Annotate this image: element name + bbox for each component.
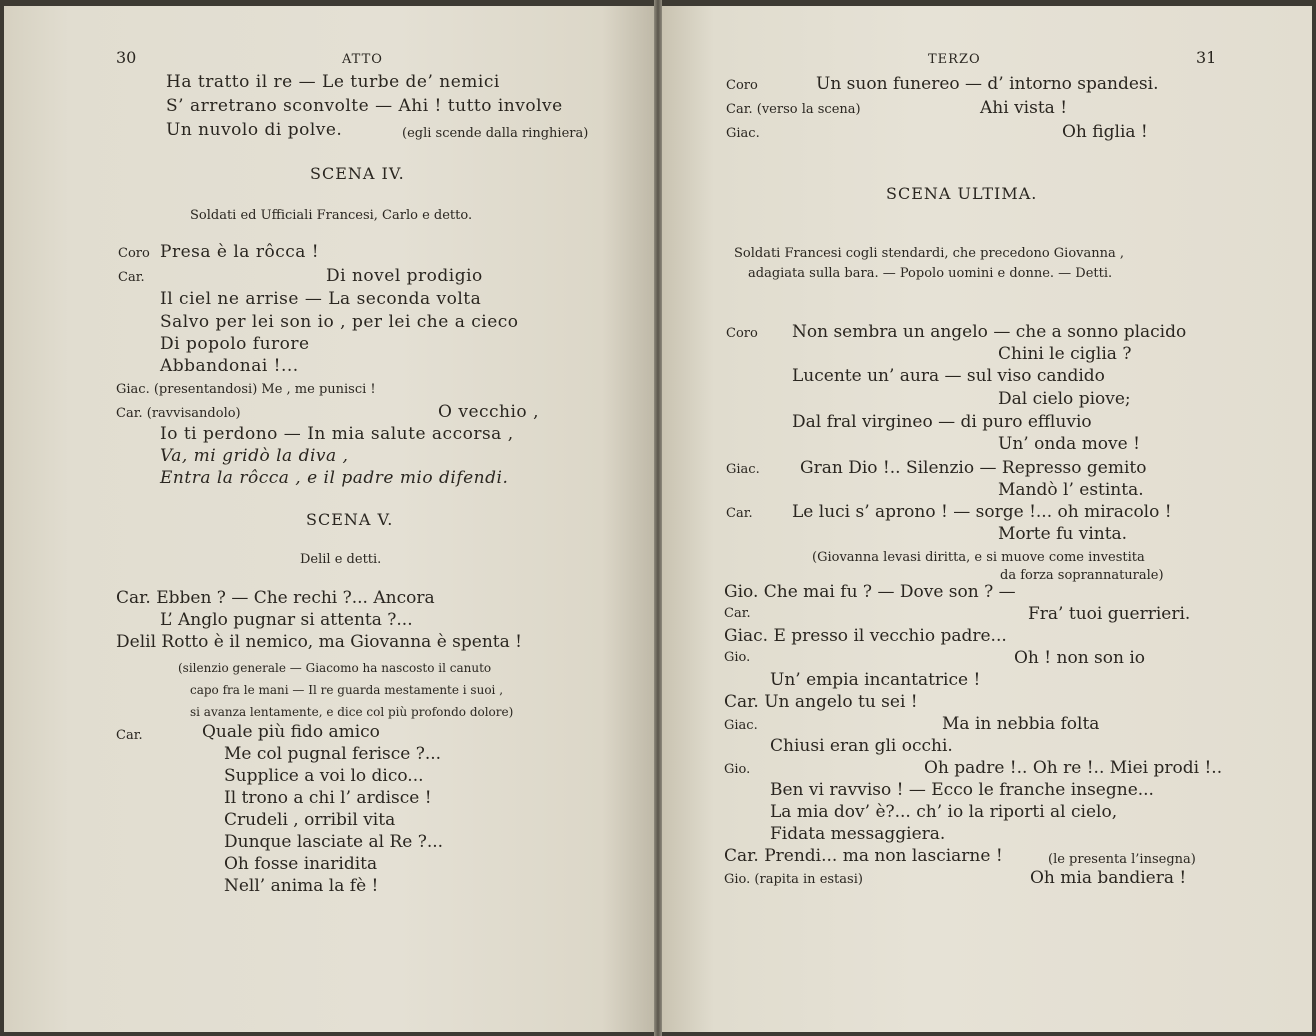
verse-line: Giac. (presentandosi) Me , me punisci ! (116, 382, 376, 397)
verse-line: Supplice a voi lo dico... (224, 766, 424, 786)
verse-line: Me col pugnal ferisce ?... (224, 744, 442, 764)
verse-line: Dal fral virgineo — di puro effluvio (792, 412, 1092, 432)
stage-direction: capo fra le mani — Il re guarda mestamente i suoi , (190, 683, 504, 697)
verse-line: Delil Rotto è il nemico, ma Giovanna è spenta ! (116, 632, 522, 652)
speaker-label: Coro (726, 326, 758, 341)
verse-line: Di popolo furore (160, 334, 310, 354)
verse-line: Ahi vista ! (980, 98, 1068, 118)
speaker-label: Giac. (726, 126, 760, 141)
stage-direction: da forza soprannaturale) (1000, 568, 1164, 583)
verse-line: Gio. Che mai fu ? — Dove son ? — (724, 582, 1016, 602)
speaker-label: Car. (724, 606, 751, 621)
stage-direction: (egli scende dalla ringhiera) (402, 126, 589, 141)
verse-line: Abbandonai !... (160, 356, 299, 376)
cast-list: Soldati Francesi cogli stendardi, che precedono Giovanna , (734, 246, 1125, 261)
verse-line: La mia dov’ è?... ch’ io la riporti al cielo, (770, 802, 1118, 822)
speaker-label: Giac. (724, 718, 758, 733)
scene-heading: SCENA IV. (310, 164, 405, 183)
speaker-label: Car. (116, 728, 143, 743)
verse-line: Car. Ebben ? — Che rechi ?... Ancora (116, 588, 435, 608)
verse-line: Mandò l’ estinta. (998, 480, 1144, 500)
right-page (662, 6, 1312, 1032)
speaker-label: Car. (118, 270, 145, 285)
verse-line: Ma in nebbia folta (942, 714, 1100, 734)
verse-line: Quale più fido amico (202, 722, 380, 742)
verse-line: Presa è la rôcca ! (160, 242, 320, 262)
speaker-label: Gio. (724, 650, 751, 665)
speaker-label: Car. (726, 506, 753, 521)
verse-line: Fidata messaggiera. (770, 824, 946, 844)
speaker-label: Gio. (724, 762, 751, 777)
page-number: 30 (116, 48, 137, 67)
verse-line: O vecchio , (438, 402, 539, 422)
speaker-label: Gio. (rapita in estasi) (724, 872, 863, 887)
verse-line: Dal cielo piove; (998, 389, 1131, 409)
cast-list: Delil e detti. (300, 552, 382, 567)
speaker-label: Giac. (726, 462, 760, 477)
verse-line: Oh mia bandiera ! (1030, 868, 1187, 888)
stage-direction: si avanza lentamente, e dice col più profondo dolore) (190, 705, 514, 719)
verse-line: Un suon funereo — d’ intorno spandesi. (816, 74, 1159, 94)
verse-line: Ha tratto il re — Le turbe de’ nemici (166, 72, 500, 92)
verse-line: Giac. E presso il vecchio padre... (724, 626, 1007, 646)
verse-line: Car. Prendi... ma non lasciarne ! (724, 846, 1003, 866)
stage-direction: (le presenta l’insegna) (1048, 852, 1196, 867)
verse-line: Crudeli , orribil vita (224, 810, 396, 830)
verse-line: Entra la rôcca , e il padre mio difendi. (160, 468, 509, 488)
verse-line: Lucente un’ aura — sul viso candido (792, 366, 1105, 386)
scene-heading: SCENA ULTIMA. (886, 184, 1038, 203)
verse-line: Chini le ciglia ? (998, 344, 1132, 364)
page-number: 31 (1196, 48, 1217, 67)
speaker-label: Car. (verso la scena) (726, 102, 861, 117)
verse-line: S’ arretrano sconvolte — Ahi ! tutto involve (166, 96, 563, 116)
speaker-label: Coro (118, 246, 150, 261)
running-head: ATTO (342, 52, 383, 67)
verse-line: Nell’ anima la fè ! (224, 876, 379, 896)
verse-line: Oh fosse inaridita (224, 854, 378, 874)
verse-line: Car. Un angelo tu sei ! (724, 692, 918, 712)
cast-list: adagiata sulla bara. — Popolo uomini e donne. — Detti. (748, 266, 1113, 281)
verse-line: Non sembra un angelo — che a sonno placido (792, 322, 1187, 342)
speaker-label: Coro (726, 78, 758, 93)
stage-direction: (Giovanna levasi diritta, e si muove come investita (812, 550, 1145, 565)
verse-line: Va, mi gridò la diva , (160, 446, 349, 466)
verse-line: Fra’ tuoi guerrieri. (1028, 604, 1191, 624)
speaker-label: Car. (ravvisandolo) (116, 406, 241, 421)
verse-line: Di novel prodigio (326, 266, 483, 286)
verse-line: Le luci s’ aprono ! — sorge !... oh miracolo ! (792, 502, 1172, 522)
verse-line: Salvo per lei son io , per lei che a cieco (160, 312, 519, 332)
verse-line: Io ti perdono — In mia salute accorsa , (160, 424, 514, 444)
verse-line: Morte fu vinta. (998, 524, 1128, 544)
verse-line: Un’ empia incantatrice ! (770, 670, 981, 690)
verse-line: Un nuvolo di polve. (166, 120, 343, 140)
verse-line: Il trono a chi l’ ardisce ! (224, 788, 432, 808)
verse-line: Oh padre !.. Oh re !.. Miei prodi !.. (924, 758, 1223, 778)
verse-line: Oh figlia ! (1062, 122, 1148, 142)
scene-heading: SCENA V. (306, 510, 394, 529)
verse-line: Oh ! non son io (1014, 648, 1146, 668)
verse-line: L’ Anglo pugnar si attenta ?... (160, 610, 413, 630)
stage-direction: (silenzio generale — Giacomo ha nascosto il canuto (178, 661, 492, 675)
cast-list: Soldati ed Ufficiali Francesi, Carlo e detto. (190, 208, 473, 223)
verse-line: Dunque lasciate al Re ?... (224, 832, 444, 852)
verse-line: Un’ onda move ! (998, 434, 1140, 454)
verse-line: Ben vi ravviso ! — Ecco le franche insegne... (770, 780, 1154, 800)
running-head: TERZO (928, 52, 981, 67)
left-page (4, 6, 654, 1032)
verse-line: Il ciel ne arrise — La seconda volta (160, 289, 482, 309)
verse-line: Chiusi eran gli occhi. (770, 736, 953, 756)
verse-line: Gran Dio !.. Silenzio — Represso gemito (800, 458, 1147, 478)
book-gutter (654, 0, 662, 1036)
